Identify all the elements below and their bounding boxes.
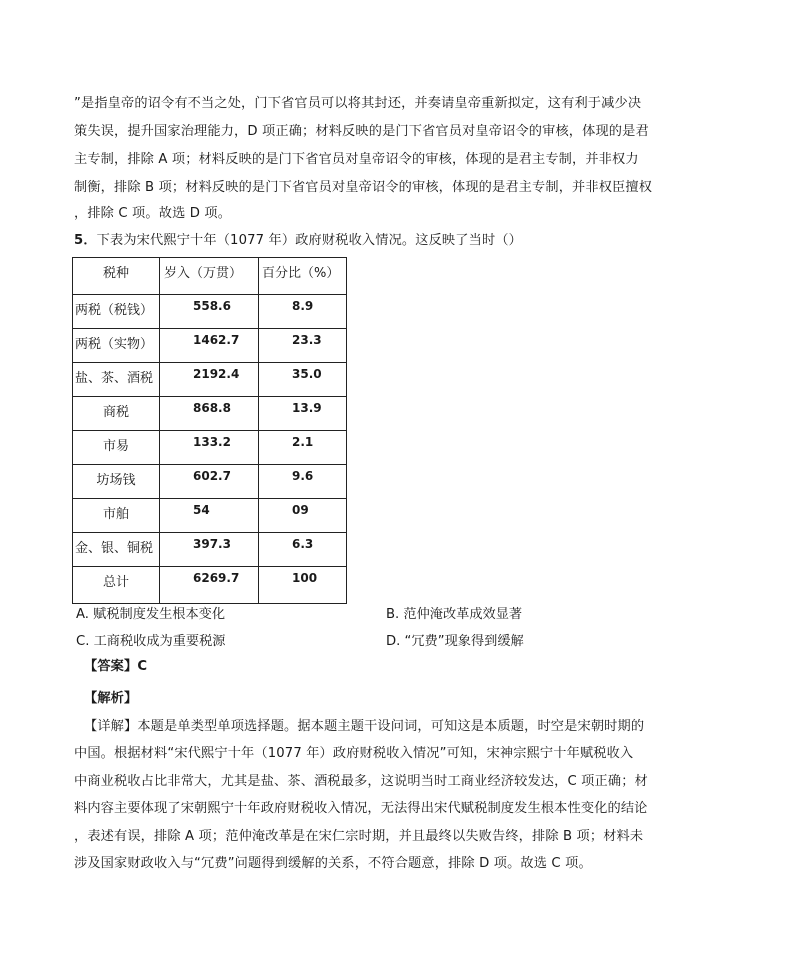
header-revenue: 岁入（万贯） <box>164 266 243 281</box>
percent-cell: 35.0 <box>292 367 322 381</box>
tax-type-cell: 金、银、铜税 <box>75 541 154 556</box>
revenue-cell: 2192.4 <box>193 367 240 381</box>
answer-line <box>84 658 147 676</box>
revenue-cell: 602.7 <box>193 469 231 483</box>
table-row <box>73 363 347 397</box>
table-row <box>73 499 347 533</box>
percent-cell: 23.3 <box>292 333 322 347</box>
question-stem <box>74 232 522 250</box>
prev-explanation-line: 制衡，排除 B 项；材料反映的是门下省官员对皇帝诏令的审核，体现的是君主专制，并非权臣擅权 <box>74 180 653 195</box>
tax-table <box>72 257 347 604</box>
table-row <box>73 431 347 465</box>
percent-cell: 13.9 <box>292 401 322 415</box>
tax-type-cell: 商税 <box>102 405 129 420</box>
tax-type-cell: 市舶 <box>102 507 129 522</box>
tax-type-cell: 市易 <box>102 439 129 454</box>
tax-type-cell: 两税（实物） <box>75 337 154 352</box>
analysis-line: ，表述有误，排除 A 项；范仲淹改革是在宋仁宗时期，并且最终以失败告终，排除 B 项；材料未 <box>74 829 644 844</box>
prev-explanation-line: ，排除 C 项。故选 D 项。 <box>74 206 232 221</box>
revenue-cell: 397.3 <box>193 537 231 551</box>
table-row <box>73 533 347 567</box>
answer-value: C <box>137 659 148 674</box>
header-percent: 百分比（%） <box>262 266 340 281</box>
tax-type-cell: 总计 <box>102 575 129 590</box>
option-b: B. 范仲淹改革成效显著 <box>386 607 523 622</box>
option-c: C. 工商税收成为重要税源 <box>76 634 226 649</box>
table-row <box>73 567 347 604</box>
option-d: D. “冗费”现象得到缓解 <box>386 634 524 649</box>
table-row <box>73 465 347 499</box>
analysis-line: 中国。根据材料“宋代熙宁十年（1077 年）政府财税收入情况”可知，宋神宗熙宁十年赋税收入 <box>74 746 634 761</box>
header-tax-type: 税种 <box>102 266 129 281</box>
analysis-label: 【解析】 <box>84 691 138 706</box>
table-row <box>73 329 347 363</box>
percent-cell: 6.3 <box>292 537 314 551</box>
tax-type-cell: 两税（税钱） <box>75 303 154 318</box>
prev-explanation-line: 主专制，排除 A 项；材料反映的是门下省官员对皇帝诏令的审核，体现的是君主专制，并非权力 <box>74 152 639 167</box>
prev-explanation-line: 策失误，提升国家治理能力，D 项正确；材料反映的是门下省官员对皇帝诏令的审核，体现的是君 <box>74 124 649 139</box>
analysis-line: 中商业税收占比非常大，尤其是盐、茶、酒税最多，这说明当时工商业经济较发达，C 项正确；材 <box>74 774 648 789</box>
revenue-cell: 54 <box>193 503 210 517</box>
question-text: 下表为宋代熙宁十年（1077 年）政府财税收入情况。这反映了当时（） <box>96 233 522 248</box>
prev-explanation-line: ”是指皇帝的诏令有不当之处，门下省官员可以将其封还，并奏请皇帝重新拟定，这有利于减少决 <box>74 96 642 111</box>
table-row <box>73 397 347 431</box>
analysis-line: 【详解】本题是单类型单项选择题。据本题主题干设问词，可知这是本质题，时空是宋朝时期的 <box>84 719 645 734</box>
revenue-cell: 868.8 <box>193 401 231 415</box>
option-a: A. 赋税制度发生根本变化 <box>76 607 226 622</box>
analysis-line: 涉及国家财政收入与“冗费”问题得到缓解的关系，不符合题意，排除 D 项。故选 C 项。 <box>74 856 592 871</box>
percent-cell: 9.6 <box>292 469 314 483</box>
revenue-cell: 1462.7 <box>193 333 240 347</box>
revenue-cell: 6269.7 <box>193 571 240 585</box>
percent-cell: 8.9 <box>292 299 314 313</box>
table-row <box>73 295 347 329</box>
tax-type-cell: 坊场钱 <box>96 473 136 488</box>
percent-cell: 100 <box>292 571 318 585</box>
revenue-cell: 133.2 <box>193 435 231 449</box>
percent-cell: 09 <box>292 503 309 517</box>
percent-cell: 2.1 <box>292 435 314 449</box>
table-header-row <box>73 258 347 295</box>
answer-label: 【答案】 <box>84 659 138 674</box>
question-number: 5． <box>74 233 97 248</box>
tax-type-cell: 盐、茶、酒税 <box>75 371 154 386</box>
revenue-cell: 558.6 <box>193 299 231 313</box>
analysis-line: 料内容主要体现了宋朝熙宁十年政府财税收入情况，无法得出宋代赋税制度发生根本性变化的结论 <box>74 801 648 816</box>
